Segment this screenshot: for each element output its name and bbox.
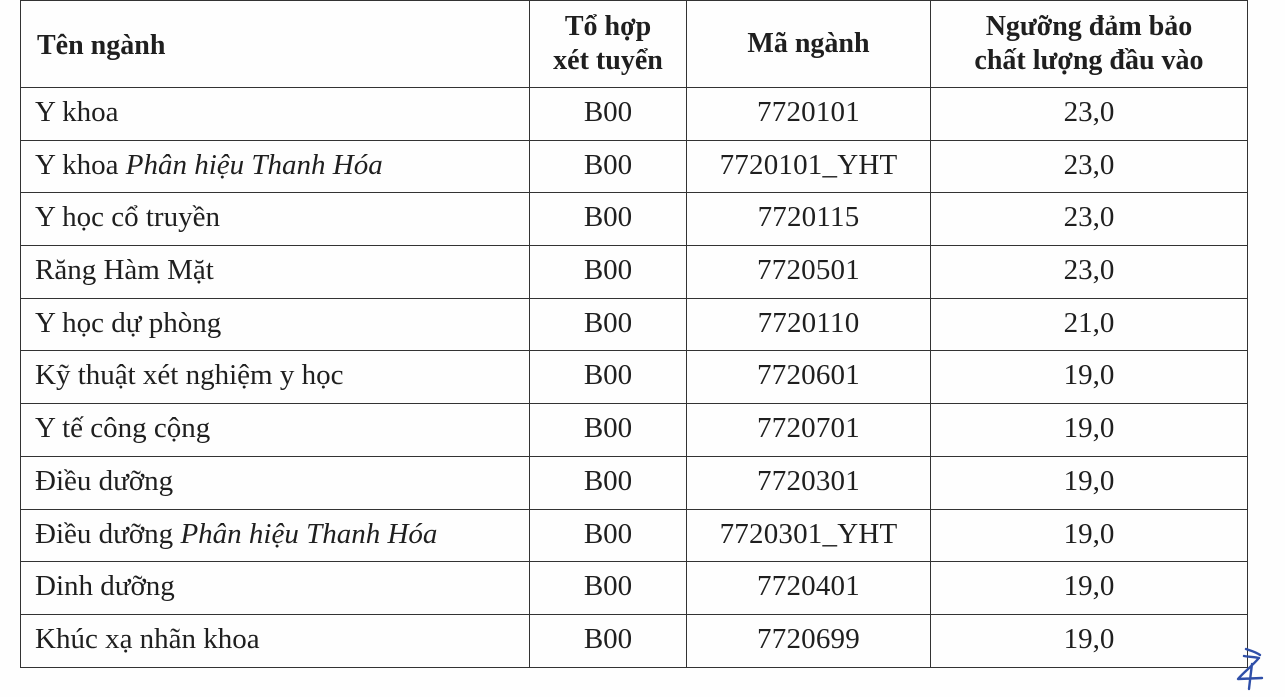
quality-threshold-cell: 23,0	[931, 193, 1248, 246]
major-code-cell: 7720301_YHT	[687, 509, 931, 562]
quality-threshold-cell: 19,0	[931, 404, 1248, 457]
header-major-name	[21, 1, 530, 88]
major-code-cell: 7720301	[687, 456, 931, 509]
major-name-cell	[21, 351, 530, 404]
subject-combination-cell: B00	[530, 298, 687, 351]
major-name-cell	[21, 456, 530, 509]
quality-threshold-cell: 19,0	[931, 509, 1248, 562]
subject-combination-cell: B00	[530, 140, 687, 193]
header-combo-line2: xét tuyển	[553, 45, 663, 76]
major-name-cell	[21, 193, 530, 246]
table-body	[21, 88, 1248, 668]
major-name-cell	[21, 246, 530, 299]
quality-threshold-cell: 19,0	[931, 456, 1248, 509]
header-threshold-line2: chất lượng đầu vào	[974, 45, 1204, 76]
table-row	[21, 404, 1248, 457]
major-code-cell: 7720401	[687, 562, 931, 615]
major-code-cell: 7720601	[687, 351, 931, 404]
table-row	[21, 562, 1248, 615]
major-name: Y học dự phòng	[35, 306, 222, 339]
subject-combination-cell: B00	[530, 88, 687, 141]
table-row	[21, 614, 1248, 667]
header-major-code	[687, 1, 931, 88]
quality-threshold-cell: 23,0	[931, 140, 1248, 193]
major-code-cell: 7720699	[687, 614, 931, 667]
major-code-cell: 7720501	[687, 246, 931, 299]
major-name: Y tế công cộng	[35, 412, 211, 445]
header-combo-line1: Tổ hợp	[564, 11, 652, 42]
major-code-cell: 7720101_YHT	[687, 140, 931, 193]
major-name: Y khoa	[35, 96, 119, 128]
table-row	[21, 456, 1248, 509]
campus-branch-note: Phân hiệu Thanh Hóa	[125, 148, 383, 181]
subject-combination-cell: B00	[530, 614, 687, 667]
major-name-cell	[21, 562, 530, 615]
major-name-cell	[21, 509, 530, 562]
major-name: Điều dưỡng	[35, 464, 174, 497]
major-code-cell: 7720115	[687, 193, 931, 246]
major-name-cell	[21, 614, 530, 667]
major-name: Điều dưỡng	[35, 517, 181, 550]
table-row	[21, 351, 1248, 404]
major-name-cell	[21, 404, 530, 457]
major-name-cell	[21, 298, 530, 351]
table-row	[21, 509, 1248, 562]
major-code-cell: 7720101	[687, 88, 931, 141]
major-name: Răng Hàm Mặt	[35, 254, 214, 287]
quality-threshold-cell: 19,0	[931, 614, 1248, 667]
subject-combination-cell: B00	[530, 193, 687, 246]
handwritten-initial-mark-icon	[1232, 646, 1268, 692]
subject-combination-cell: B00	[530, 562, 687, 615]
quality-threshold-cell: 21,0	[931, 298, 1248, 351]
table-header-row	[21, 1, 1248, 88]
header-subject-combination	[530, 1, 687, 88]
table-row	[21, 140, 1248, 193]
table-row	[21, 193, 1248, 246]
header-threshold-line1: Ngưỡng đảm bảo	[985, 11, 1193, 42]
major-name: Dinh dưỡng	[35, 570, 175, 603]
subject-combination-cell: B00	[530, 404, 687, 457]
major-name: Kỹ thuật xét nghiệm y học	[35, 359, 344, 392]
campus-branch-note: Phân hiệu Thanh Hóa	[180, 517, 438, 550]
table-row	[21, 298, 1248, 351]
major-name: Khúc xạ nhãn khoa	[35, 622, 260, 655]
major-name-cell	[21, 88, 530, 141]
subject-combination-cell: B00	[530, 246, 687, 299]
table-row	[21, 88, 1248, 141]
header-quality-threshold	[931, 1, 1248, 88]
major-name-cell	[21, 140, 530, 193]
admission-threshold-table	[20, 0, 1248, 668]
quality-threshold-cell: 19,0	[931, 351, 1248, 404]
subject-combination-cell: B00	[530, 456, 687, 509]
subject-combination-cell: B00	[530, 351, 687, 404]
header-major-code-label: Mã ngành	[747, 28, 870, 59]
major-code-cell: 7720701	[687, 404, 931, 457]
quality-threshold-cell: 23,0	[931, 88, 1248, 141]
header-major-name-label: Tên ngành	[37, 30, 166, 61]
major-code-cell: 7720110	[687, 298, 931, 351]
table-row	[21, 246, 1248, 299]
major-name: Y học cổ truyền	[35, 201, 220, 234]
quality-threshold-cell: 19,0	[931, 562, 1248, 615]
major-name: Y khoa	[35, 148, 126, 181]
quality-threshold-cell: 23,0	[931, 246, 1248, 299]
subject-combination-cell: B00	[530, 509, 687, 562]
